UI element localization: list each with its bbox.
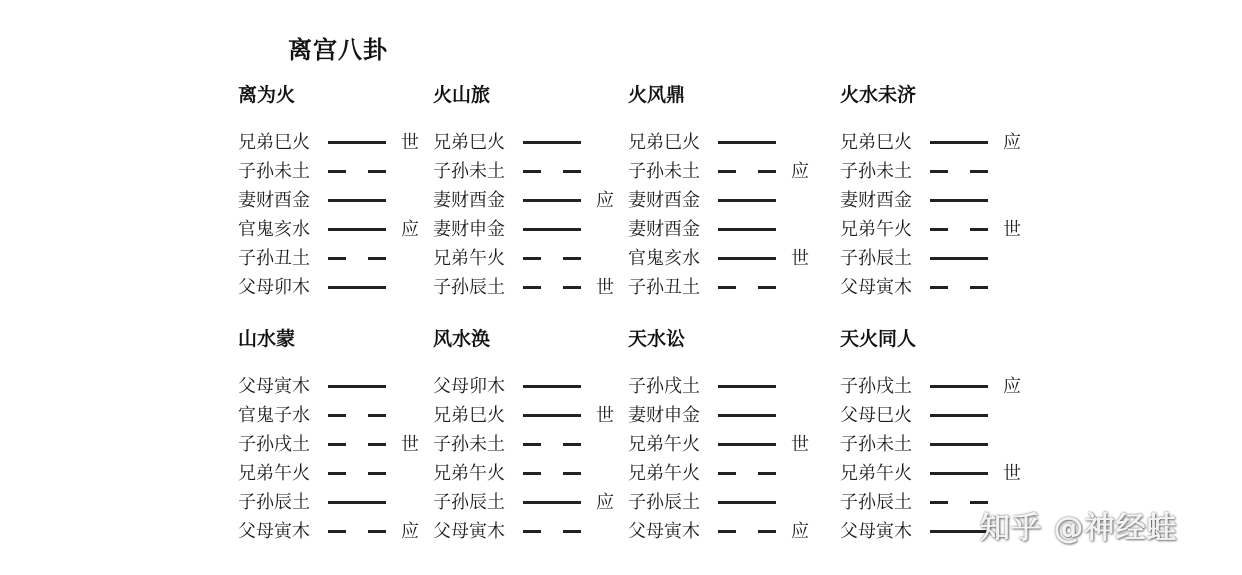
yao-line-row — [433, 459, 633, 488]
yin-line-segment — [563, 257, 581, 260]
yin-line-segment — [523, 472, 541, 475]
yao-label: 子孙辰土 — [628, 492, 700, 513]
yao-label: 子孙丑土 — [238, 248, 310, 269]
yao-line-row — [238, 244, 438, 273]
yang-line-segment — [523, 141, 581, 144]
yao-label: 子孙丑土 — [628, 277, 700, 298]
yin-line-segment — [930, 286, 948, 289]
yao-label: 子孙未土 — [840, 161, 912, 182]
yang-line-segment — [930, 385, 988, 388]
hexagram — [628, 80, 828, 300]
yang-line — [328, 141, 386, 144]
yao-label: 兄弟午火 — [433, 463, 505, 484]
ying-marker: 应 — [596, 190, 614, 211]
yang-line-segment — [718, 414, 776, 417]
yao-line-row — [840, 186, 1040, 215]
yin-line — [718, 170, 776, 173]
yao-label: 兄弟巳火 — [433, 405, 505, 426]
hexagram-name: 天水讼 — [628, 328, 686, 350]
yang-line-segment — [328, 228, 386, 231]
yang-line — [523, 228, 581, 231]
yin-line-segment — [930, 501, 948, 504]
yang-line — [930, 414, 988, 417]
yao-line-row — [628, 372, 828, 401]
yao-line-row — [238, 273, 438, 302]
yao-line-row — [238, 128, 438, 157]
yao-label: 子孙戌土 — [628, 376, 700, 397]
yin-line-segment — [718, 170, 736, 173]
yin-line-segment — [368, 530, 386, 533]
yao-label: 父母寅木 — [840, 521, 912, 542]
yang-line-segment — [718, 257, 776, 260]
yin-line-segment — [328, 414, 346, 417]
yao-line-row — [840, 128, 1040, 157]
page-title: 离宫八卦 — [288, 36, 388, 64]
yin-line — [328, 472, 386, 475]
yang-line-segment — [718, 443, 776, 446]
yao-line-row — [433, 430, 633, 459]
hexagram — [238, 324, 438, 544]
yang-line-segment — [523, 414, 581, 417]
yin-line — [718, 286, 776, 289]
yang-line-segment — [328, 199, 386, 202]
yao-label: 兄弟巳火 — [238, 132, 310, 153]
ying-marker: 应 — [791, 161, 809, 182]
yang-line — [930, 141, 988, 144]
yang-line-segment — [328, 141, 386, 144]
hexagram — [433, 324, 633, 544]
yin-line-segment — [563, 472, 581, 475]
yang-line-segment — [930, 141, 988, 144]
hexagram — [840, 80, 1040, 300]
yin-line-segment — [758, 170, 776, 173]
yao-line-row — [840, 244, 1040, 273]
yang-line — [930, 443, 988, 446]
yin-line-segment — [970, 228, 988, 231]
yin-line-segment — [523, 530, 541, 533]
yang-line — [523, 501, 581, 504]
yang-line-segment — [930, 414, 988, 417]
yang-line — [523, 199, 581, 202]
yin-line-segment — [328, 472, 346, 475]
yao-line-row — [628, 430, 828, 459]
yin-line-segment — [930, 170, 948, 173]
yang-line-segment — [930, 472, 988, 475]
hexagram-name: 风水涣 — [433, 328, 491, 350]
yao-label: 妻财申金 — [433, 219, 505, 240]
yao-line-row — [628, 517, 828, 546]
yang-line-segment — [328, 501, 386, 504]
yao-line-row — [628, 128, 828, 157]
yao-label: 兄弟午火 — [840, 219, 912, 240]
ying-marker: 应 — [401, 521, 419, 542]
yao-label: 子孙辰土 — [433, 277, 505, 298]
yao-label: 子孙未土 — [628, 161, 700, 182]
yao-line-row — [628, 157, 828, 186]
shi-marker: 世 — [1003, 463, 1021, 484]
yin-line-segment — [930, 228, 948, 231]
yang-line — [328, 199, 386, 202]
yao-line-row — [628, 244, 828, 273]
yin-line — [930, 170, 988, 173]
yao-line-row — [628, 488, 828, 517]
yao-label: 子孙未土 — [238, 161, 310, 182]
yao-line-row — [628, 459, 828, 488]
yang-line-segment — [718, 141, 776, 144]
yao-label: 兄弟午火 — [628, 434, 700, 455]
yin-line-segment — [523, 257, 541, 260]
shi-marker: 世 — [596, 405, 614, 426]
yang-line-segment — [523, 501, 581, 504]
hexagram — [433, 80, 633, 300]
yao-line-row — [433, 128, 633, 157]
yang-line-segment — [328, 286, 386, 289]
yao-line-row — [433, 244, 633, 273]
yao-line-row — [238, 157, 438, 186]
yin-line — [523, 443, 581, 446]
yao-label: 父母卯木 — [238, 277, 310, 298]
hexagram-name: 火山旅 — [433, 84, 491, 106]
yao-label: 兄弟午火 — [840, 463, 912, 484]
yao-line-row — [840, 157, 1040, 186]
yao-label: 兄弟巳火 — [628, 132, 700, 153]
yao-label: 兄弟午火 — [238, 463, 310, 484]
yao-line-row — [238, 215, 438, 244]
ying-marker: 应 — [596, 492, 614, 513]
yao-label: 父母寅木 — [840, 277, 912, 298]
yao-label: 父母寅木 — [238, 521, 310, 542]
yao-line-row — [433, 401, 633, 430]
yao-line-row — [433, 215, 633, 244]
yin-line-segment — [758, 530, 776, 533]
yin-line-segment — [328, 257, 346, 260]
yin-line-segment — [328, 530, 346, 533]
ying-marker: 应 — [1003, 132, 1021, 153]
yang-line — [718, 443, 776, 446]
yao-line-row — [238, 186, 438, 215]
yao-label: 子孙辰土 — [433, 492, 505, 513]
yang-line — [718, 257, 776, 260]
yang-line — [930, 472, 988, 475]
yang-line — [718, 501, 776, 504]
yao-line-row — [433, 488, 633, 517]
yao-label: 父母巳火 — [840, 405, 912, 426]
yin-line-segment — [563, 443, 581, 446]
hexagram-name: 天火同人 — [840, 328, 917, 350]
yao-label: 父母寅木 — [238, 376, 310, 397]
yin-line-segment — [523, 443, 541, 446]
ying-marker: 应 — [791, 521, 809, 542]
yin-line-segment — [328, 443, 346, 446]
yin-line — [328, 414, 386, 417]
yao-label: 官鬼亥水 — [238, 219, 310, 240]
yin-line — [718, 530, 776, 533]
yao-label: 官鬼亥水 — [628, 248, 700, 269]
yin-line — [523, 170, 581, 173]
yin-line — [328, 170, 386, 173]
yin-line-segment — [718, 530, 736, 533]
yao-label: 子孙未土 — [840, 434, 912, 455]
yao-line-row — [433, 273, 633, 302]
yao-line-row — [433, 186, 633, 215]
yao-line-row — [628, 215, 828, 244]
yao-label: 妻财申金 — [628, 405, 700, 426]
yin-line-segment — [328, 170, 346, 173]
shi-marker: 世 — [791, 434, 809, 455]
yang-line-segment — [718, 501, 776, 504]
ying-marker: 应 — [401, 219, 419, 240]
yang-line-segment — [718, 228, 776, 231]
yin-line-segment — [718, 472, 736, 475]
yao-line-row — [238, 459, 438, 488]
yin-line-segment — [368, 414, 386, 417]
yao-label: 子孙辰土 — [840, 248, 912, 269]
yao-line-row — [433, 517, 633, 546]
shi-marker: 世 — [401, 132, 419, 153]
hexagram — [628, 324, 828, 544]
yao-label: 兄弟午火 — [433, 248, 505, 269]
yao-label: 妻财酉金 — [628, 190, 700, 211]
hexagram-name: 山水蒙 — [238, 328, 296, 350]
yin-line — [718, 472, 776, 475]
yin-line-segment — [368, 443, 386, 446]
shi-marker: 世 — [596, 277, 614, 298]
yang-line — [930, 199, 988, 202]
yin-line-segment — [970, 286, 988, 289]
yao-line-row — [840, 372, 1040, 401]
yin-line-segment — [368, 257, 386, 260]
yao-label: 父母卯木 — [433, 376, 505, 397]
yang-line — [718, 199, 776, 202]
yang-line — [523, 414, 581, 417]
yao-line-row — [238, 401, 438, 430]
yang-line-segment — [328, 385, 386, 388]
yang-line — [718, 385, 776, 388]
yin-line-segment — [718, 286, 736, 289]
yin-line — [328, 443, 386, 446]
yin-line-segment — [523, 170, 541, 173]
yang-line-segment — [523, 385, 581, 388]
yang-line-segment — [523, 199, 581, 202]
yang-line — [328, 501, 386, 504]
hexagram-name: 火水未济 — [840, 84, 917, 106]
yao-label: 子孙辰土 — [840, 492, 912, 513]
yang-line — [718, 414, 776, 417]
yao-label: 父母寅木 — [628, 521, 700, 542]
yao-label: 子孙戌土 — [840, 376, 912, 397]
yang-line-segment — [930, 257, 988, 260]
yang-line-segment — [718, 199, 776, 202]
yao-line-row — [840, 273, 1040, 302]
hexagram — [238, 80, 438, 300]
watermark: 知乎 @神经蛙 — [980, 511, 1178, 546]
yao-line-row — [840, 401, 1040, 430]
yao-label: 子孙未土 — [433, 434, 505, 455]
yang-line-segment — [930, 443, 988, 446]
yin-line-segment — [563, 530, 581, 533]
yin-line — [523, 286, 581, 289]
yao-line-row — [840, 459, 1040, 488]
yang-line-segment — [930, 199, 988, 202]
yin-line — [930, 286, 988, 289]
ying-marker: 应 — [1003, 376, 1021, 397]
yao-line-row — [238, 488, 438, 517]
yin-line — [930, 228, 988, 231]
yao-line-row — [238, 517, 438, 546]
yin-line-segment — [970, 170, 988, 173]
yin-line-segment — [523, 286, 541, 289]
yang-line — [328, 228, 386, 231]
yang-line — [930, 385, 988, 388]
yang-line — [930, 257, 988, 260]
yao-label: 子孙未土 — [433, 161, 505, 182]
yao-line-row — [840, 430, 1040, 459]
yao-label: 兄弟巳火 — [433, 132, 505, 153]
yang-line — [718, 228, 776, 231]
yin-line — [328, 257, 386, 260]
yao-line-row — [238, 372, 438, 401]
yao-line-row — [238, 430, 438, 459]
yang-line — [523, 141, 581, 144]
yang-line-segment — [523, 228, 581, 231]
shi-marker: 世 — [1003, 219, 1021, 240]
yao-label: 妻财酉金 — [238, 190, 310, 211]
yao-line-row — [433, 157, 633, 186]
hexagram-name: 火风鼎 — [628, 84, 686, 106]
shi-marker: 世 — [401, 434, 419, 455]
yao-label: 妻财酉金 — [628, 219, 700, 240]
yao-line-row — [628, 273, 828, 302]
shi-marker: 世 — [791, 248, 809, 269]
yao-label: 父母寅木 — [433, 521, 505, 542]
yang-line — [328, 385, 386, 388]
yang-line — [523, 385, 581, 388]
yao-label: 兄弟午火 — [628, 463, 700, 484]
yao-line-row — [433, 372, 633, 401]
yang-line-segment — [718, 385, 776, 388]
yin-line — [328, 530, 386, 533]
yao-label: 子孙辰土 — [238, 492, 310, 513]
yin-line-segment — [563, 286, 581, 289]
hexagram-name: 离为火 — [238, 84, 296, 106]
yao-label: 妻财酉金 — [840, 190, 912, 211]
yin-line-segment — [368, 472, 386, 475]
yin-line — [523, 257, 581, 260]
yao-label: 子孙戌土 — [238, 434, 310, 455]
yin-line — [523, 472, 581, 475]
yao-line-row — [628, 401, 828, 430]
yao-line-row — [628, 186, 828, 215]
yin-line-segment — [563, 170, 581, 173]
yin-line-segment — [368, 170, 386, 173]
yao-line-row — [840, 215, 1040, 244]
yao-label: 妻财酉金 — [433, 190, 505, 211]
yang-line — [328, 286, 386, 289]
yao-label: 兄弟巳火 — [840, 132, 912, 153]
yao-label: 官鬼子水 — [238, 405, 310, 426]
yang-line — [718, 141, 776, 144]
yin-line-segment — [758, 472, 776, 475]
yin-line-segment — [758, 286, 776, 289]
yin-line — [523, 530, 581, 533]
